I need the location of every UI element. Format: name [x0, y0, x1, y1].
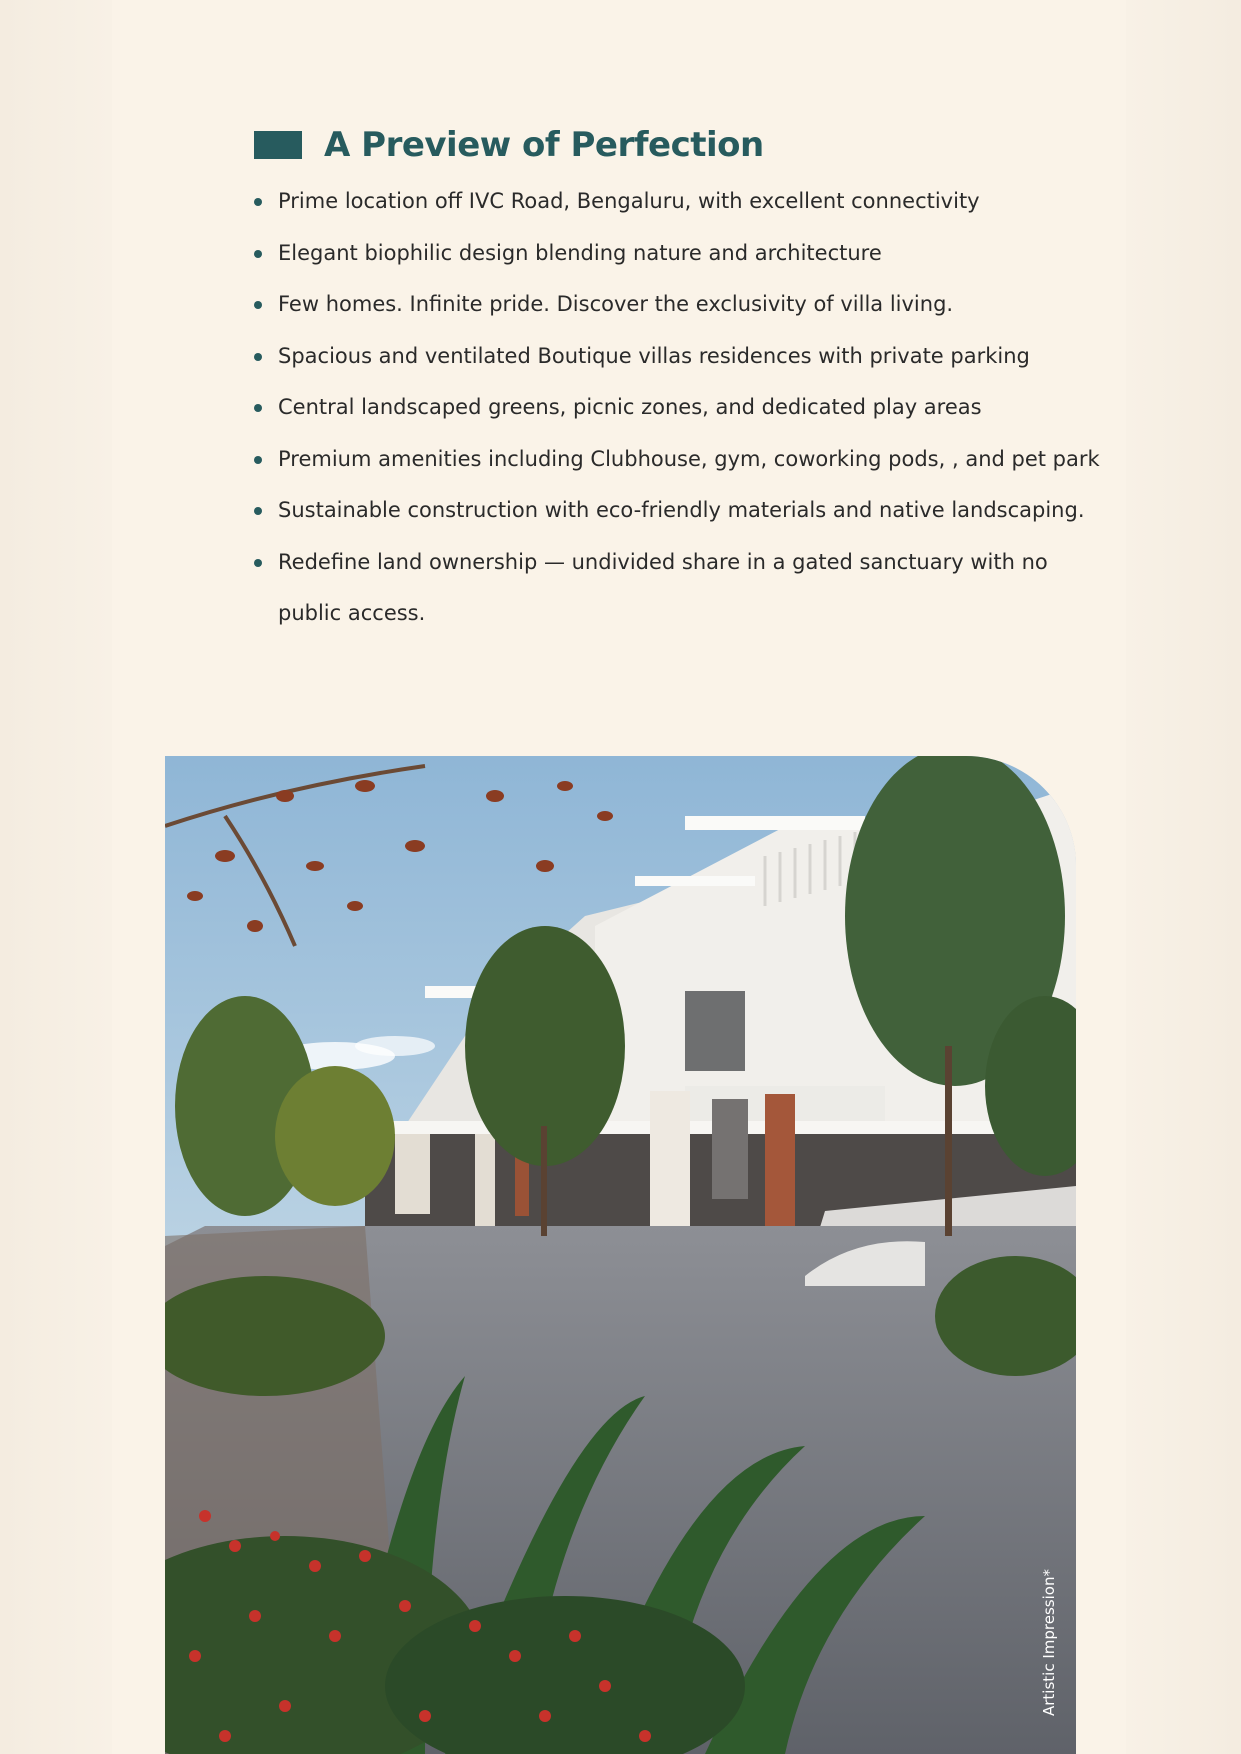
feature-item: Central landscaped greens, picnic zones, and dedicated play areas [254, 382, 1104, 434]
feature-item: Sustainable construction with eco-friendly materials and native landscaping. [254, 485, 1104, 537]
heading-marker [254, 131, 302, 159]
villa-render-image [165, 756, 1076, 1754]
feature-item: Spacious and ventilated Boutique villas residences with private parking [254, 331, 1104, 383]
image-caption: Artistic Impression* [1040, 1569, 1058, 1716]
feature-item: Prime location off IVC Road, Bengaluru, with excellent connectivity [254, 176, 1104, 228]
feature-item: Premium amenities including Clubhouse, gym, coworking pods, , and pet park [254, 434, 1104, 486]
feature-list [254, 176, 1104, 640]
section-heading [254, 120, 764, 170]
heading-title: A Preview of Perfection [324, 125, 764, 165]
feature-item: Redefine land ownership — undivided share in a gated sanctuary with no public access. [254, 537, 1104, 640]
page-margin-left [0, 0, 112, 1754]
feature-item: Elegant biophilic design blending nature and architecture [254, 228, 1104, 280]
page-margin-right [1126, 0, 1241, 1754]
feature-item: Few homes. Infinite pride. Discover the exclusivity of villa living. [254, 279, 1104, 331]
